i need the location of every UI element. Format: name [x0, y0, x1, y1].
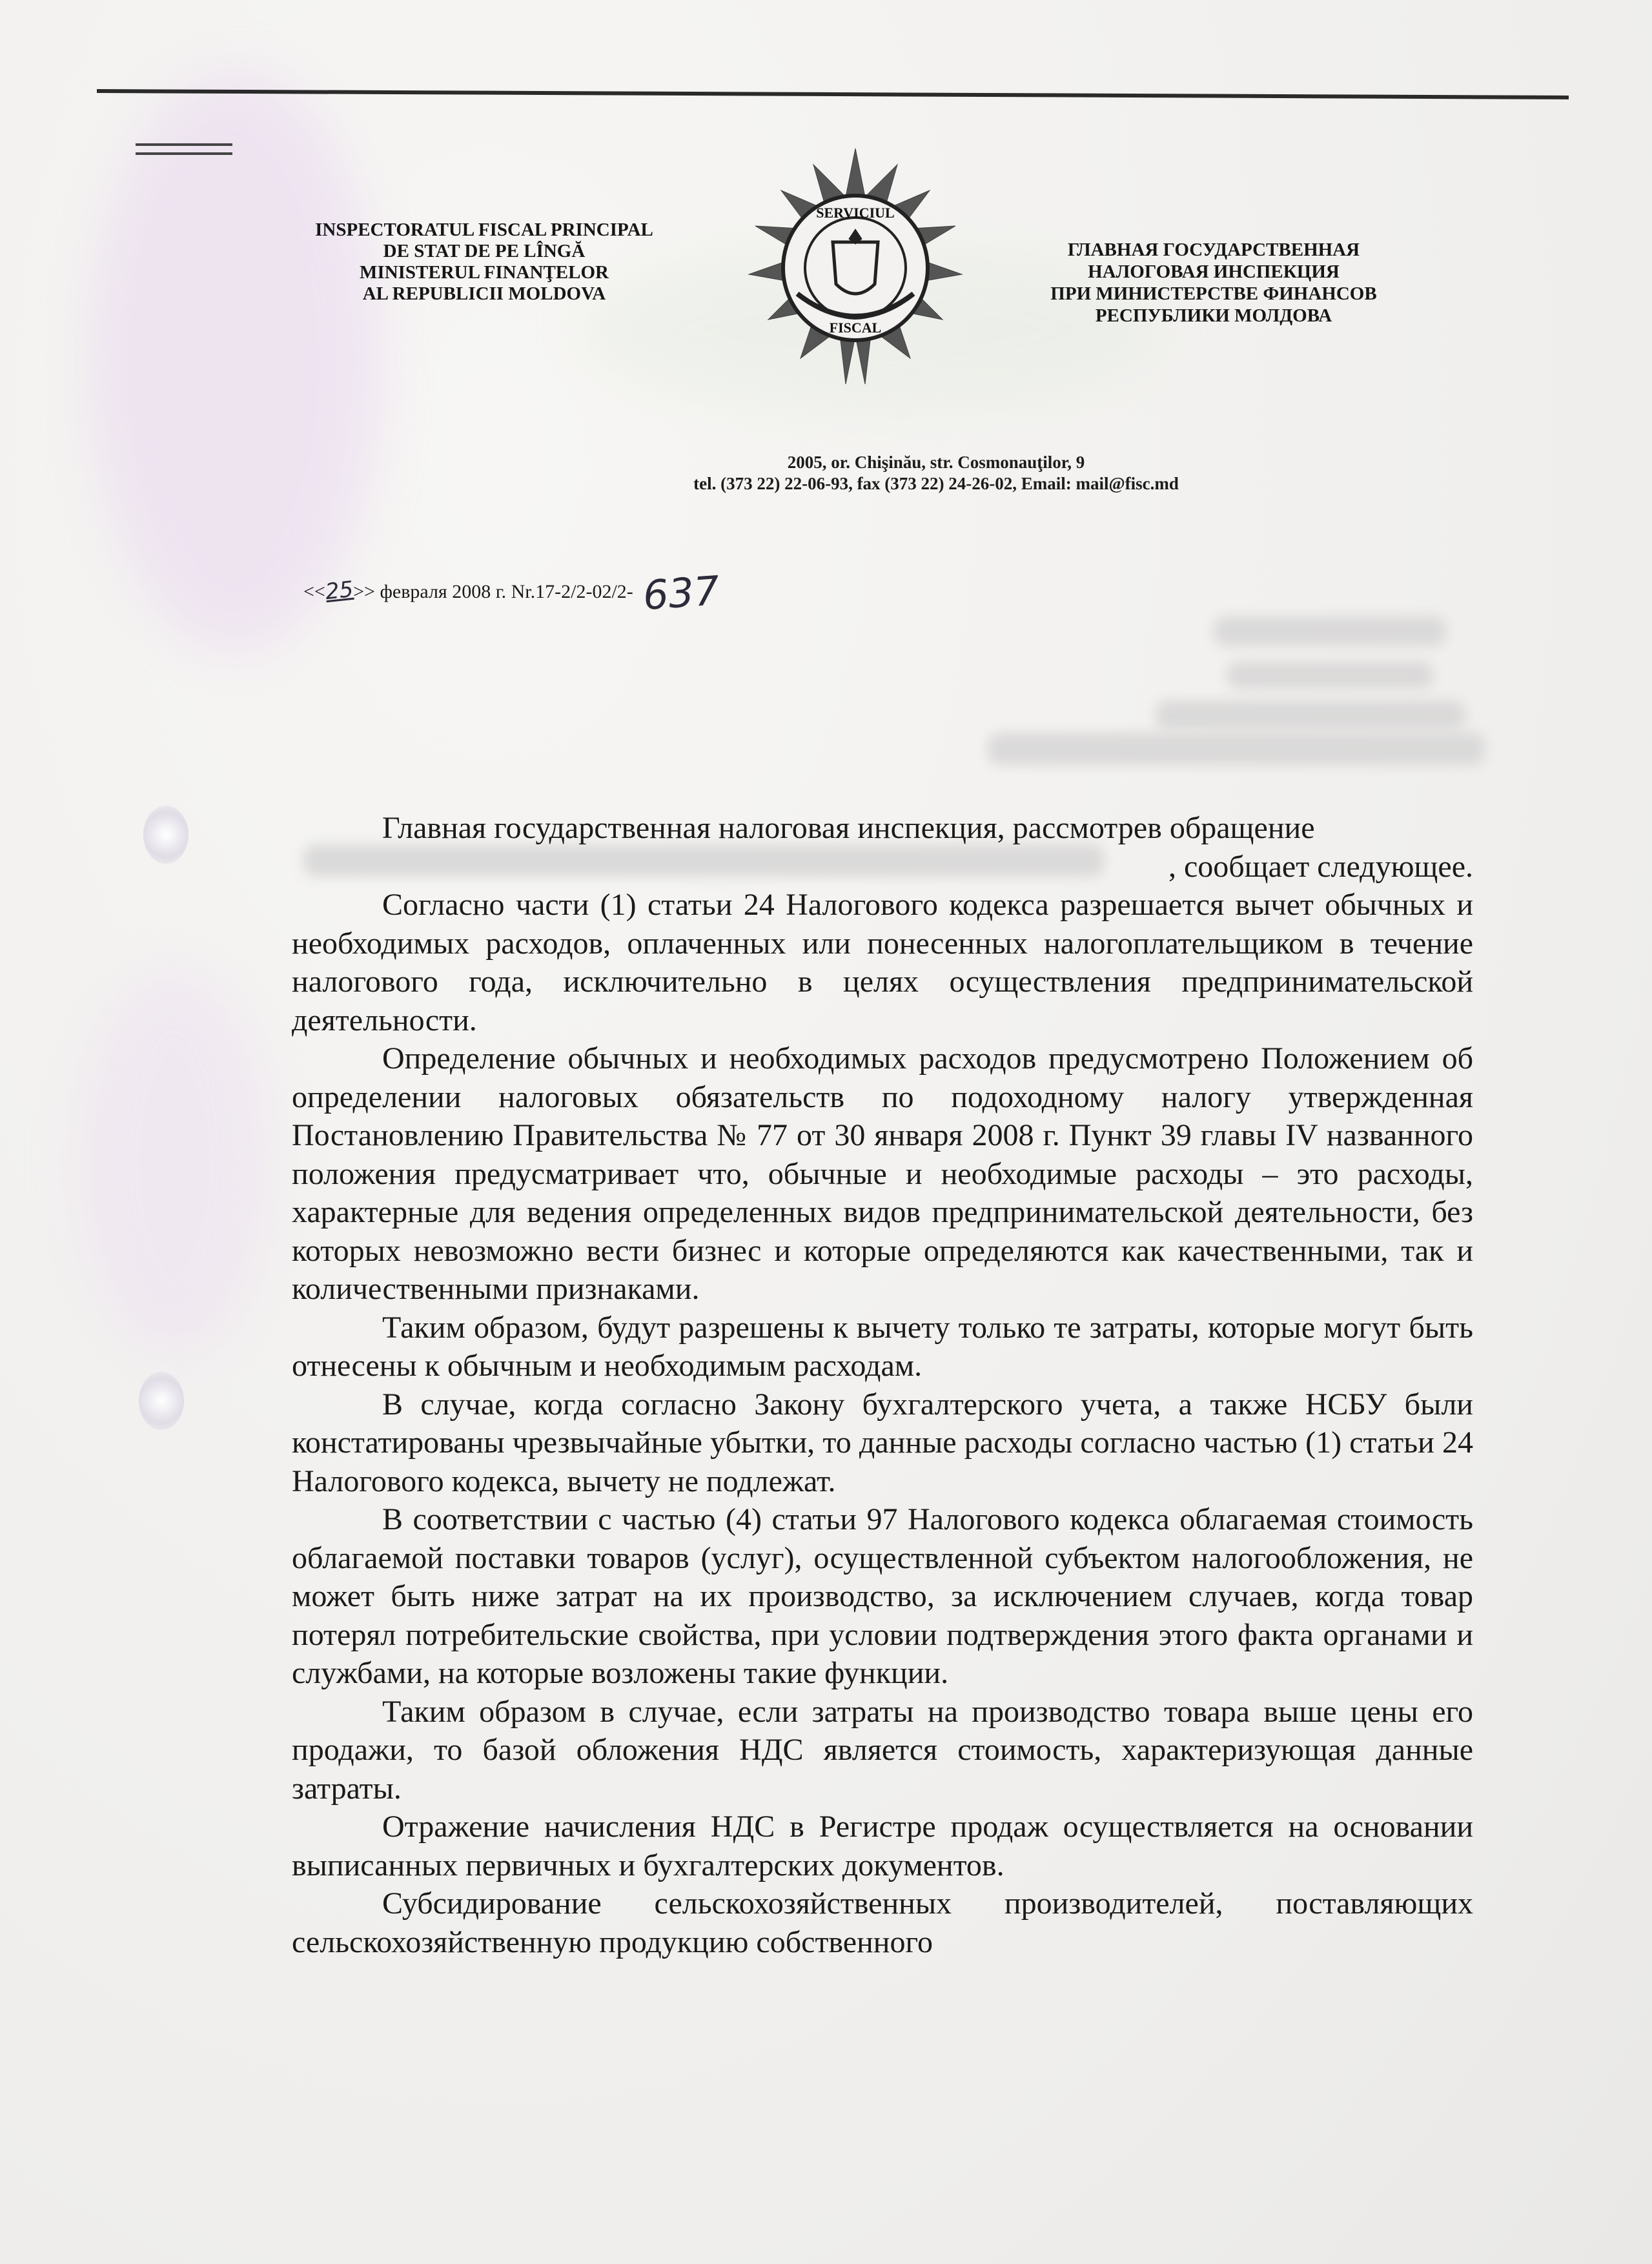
redacted-recipient [988, 733, 1485, 765]
paragraph: Таким образом, будут разрешены к вычету только те затраты, которые могут быть отнесены к обычным и необходимым расходам. [292, 1310, 1473, 1383]
letterhead-line: ПРИ МИНИСТЕРСТВЕ ФИНАНСОВ [1050, 283, 1377, 304]
ref-rest: >> февраля 2008 г. Nr.17-2/2-02/2- [353, 581, 638, 602]
redacted-recipient [1156, 700, 1465, 730]
handwritten-day: 25 [323, 576, 355, 606]
address-line: 2005, or. Chişinău, str. Cosmonauţilor, 9 [787, 453, 1085, 472]
contact-address [581, 452, 1291, 495]
scan-tint [90, 71, 381, 652]
punch-hole [143, 806, 189, 864]
letterhead-line: AL REPUBLICII MOLDOVA [362, 283, 606, 304]
letterhead-line: НАЛОГОВАЯ ИНСПЕКЦИЯ [1088, 261, 1340, 282]
paragraph-intro: Главная государственная налоговая инспекция, рассмотрев обращение [382, 811, 1315, 845]
emblem-top-text: SERVICIUL [816, 205, 895, 221]
paragraph: Субсидирование сельскохозяйственных производителей, поставляющих сельскохозяйственную продукцию собственного [292, 1886, 1473, 1959]
handwritten-number: 637 [641, 566, 722, 620]
letterhead-line: DE STAT DE PE LÎNGĂ [383, 241, 586, 261]
letterhead-line: РЕСПУБЛИКИ МОЛДОВА [1095, 305, 1332, 326]
redacted-recipient [1214, 617, 1446, 646]
scan-tint [77, 968, 271, 1356]
letterhead-line: MINISTERUL FINANŢELOR [360, 262, 609, 283]
letterhead-line: ГЛАВНАЯ ГОСУДАРСТВЕННАЯ [1067, 240, 1360, 260]
document-reference [303, 566, 722, 620]
filing-mark [136, 143, 232, 155]
paragraph: В случае, когда согласно Закону бухгалтерского учета, а также НСБУ были констатированы чрезвычайные убытки, то данные расходы согласно частью (1) статьи 24 Налогового кодекса, вычету не подлежат. [292, 1387, 1473, 1498]
letterhead-line: INSPECTORATUL FISCAL PRINCIPAL [315, 219, 653, 240]
paragraph: Согласно части (1) статьи 24 Налогового кодекса разрешается вычет обычных и необходимых расходов, оплаченных или понесенных налогоплательщиком в течение налогового года, исключительно в целях осуществления предпринимательской деятельности. [292, 888, 1473, 1037]
address-phone-line: tel. (373 22) 22-06-93, fax (373 22) 24-26-02, Email: mail@fisc.md [693, 474, 1179, 493]
paragraph: Отражение начисления НДС в Регистре продаж осуществляется на основании выписанных первичных и бухгалтерских документов. [292, 1810, 1473, 1882]
letterhead-rule [97, 89, 1569, 99]
emblem-bottom-text: FISCAL [829, 320, 882, 336]
paragraph-intro-end: , сообщает следующее. [1168, 849, 1473, 884]
paragraph: В соответствии с частью (4) статьи 97 Налогового кодекса облагаемая стоимость облагаемой поставки товаров (услуг), осуществленной субъектом налогообложения, не может быть ниже затрат на их производство, за исключением случаев, когда товар потерял потребительские свойства, при условии подтверждения этого факта органами и службами, на которые возложены такие функции. [292, 1502, 1473, 1690]
letterhead-russian [1007, 239, 1420, 327]
letter-body [292, 809, 1473, 1961]
punch-hole [139, 1372, 184, 1430]
letterhead-romanian [278, 219, 691, 305]
paragraph: Таким образом в случае, если затраты на производство товара выше цены его продажи, то базой обложения НДС является стоимость, характеризующая данные затраты. [292, 1694, 1473, 1806]
redacted-recipient [1227, 662, 1433, 689]
paragraph: Определение обычных и необходимых расходов предусмотрено Положением об определении налоговых обязательств по подоходному налогу утвержденная Постановлению Правительства № 77 от 30 января 2008 г. Пункт 39 главы IV названного положения предусматривает что, обычные и необходимые расходы – это расходы, характерные для ведения определенных видов предпринимательской деятельности, без которых невозможно вести бизнес и которые определяются как качественными, так и количественными признаками. [292, 1041, 1473, 1306]
ref-open: << [303, 581, 325, 602]
state-fiscal-emblem-icon [736, 145, 975, 391]
